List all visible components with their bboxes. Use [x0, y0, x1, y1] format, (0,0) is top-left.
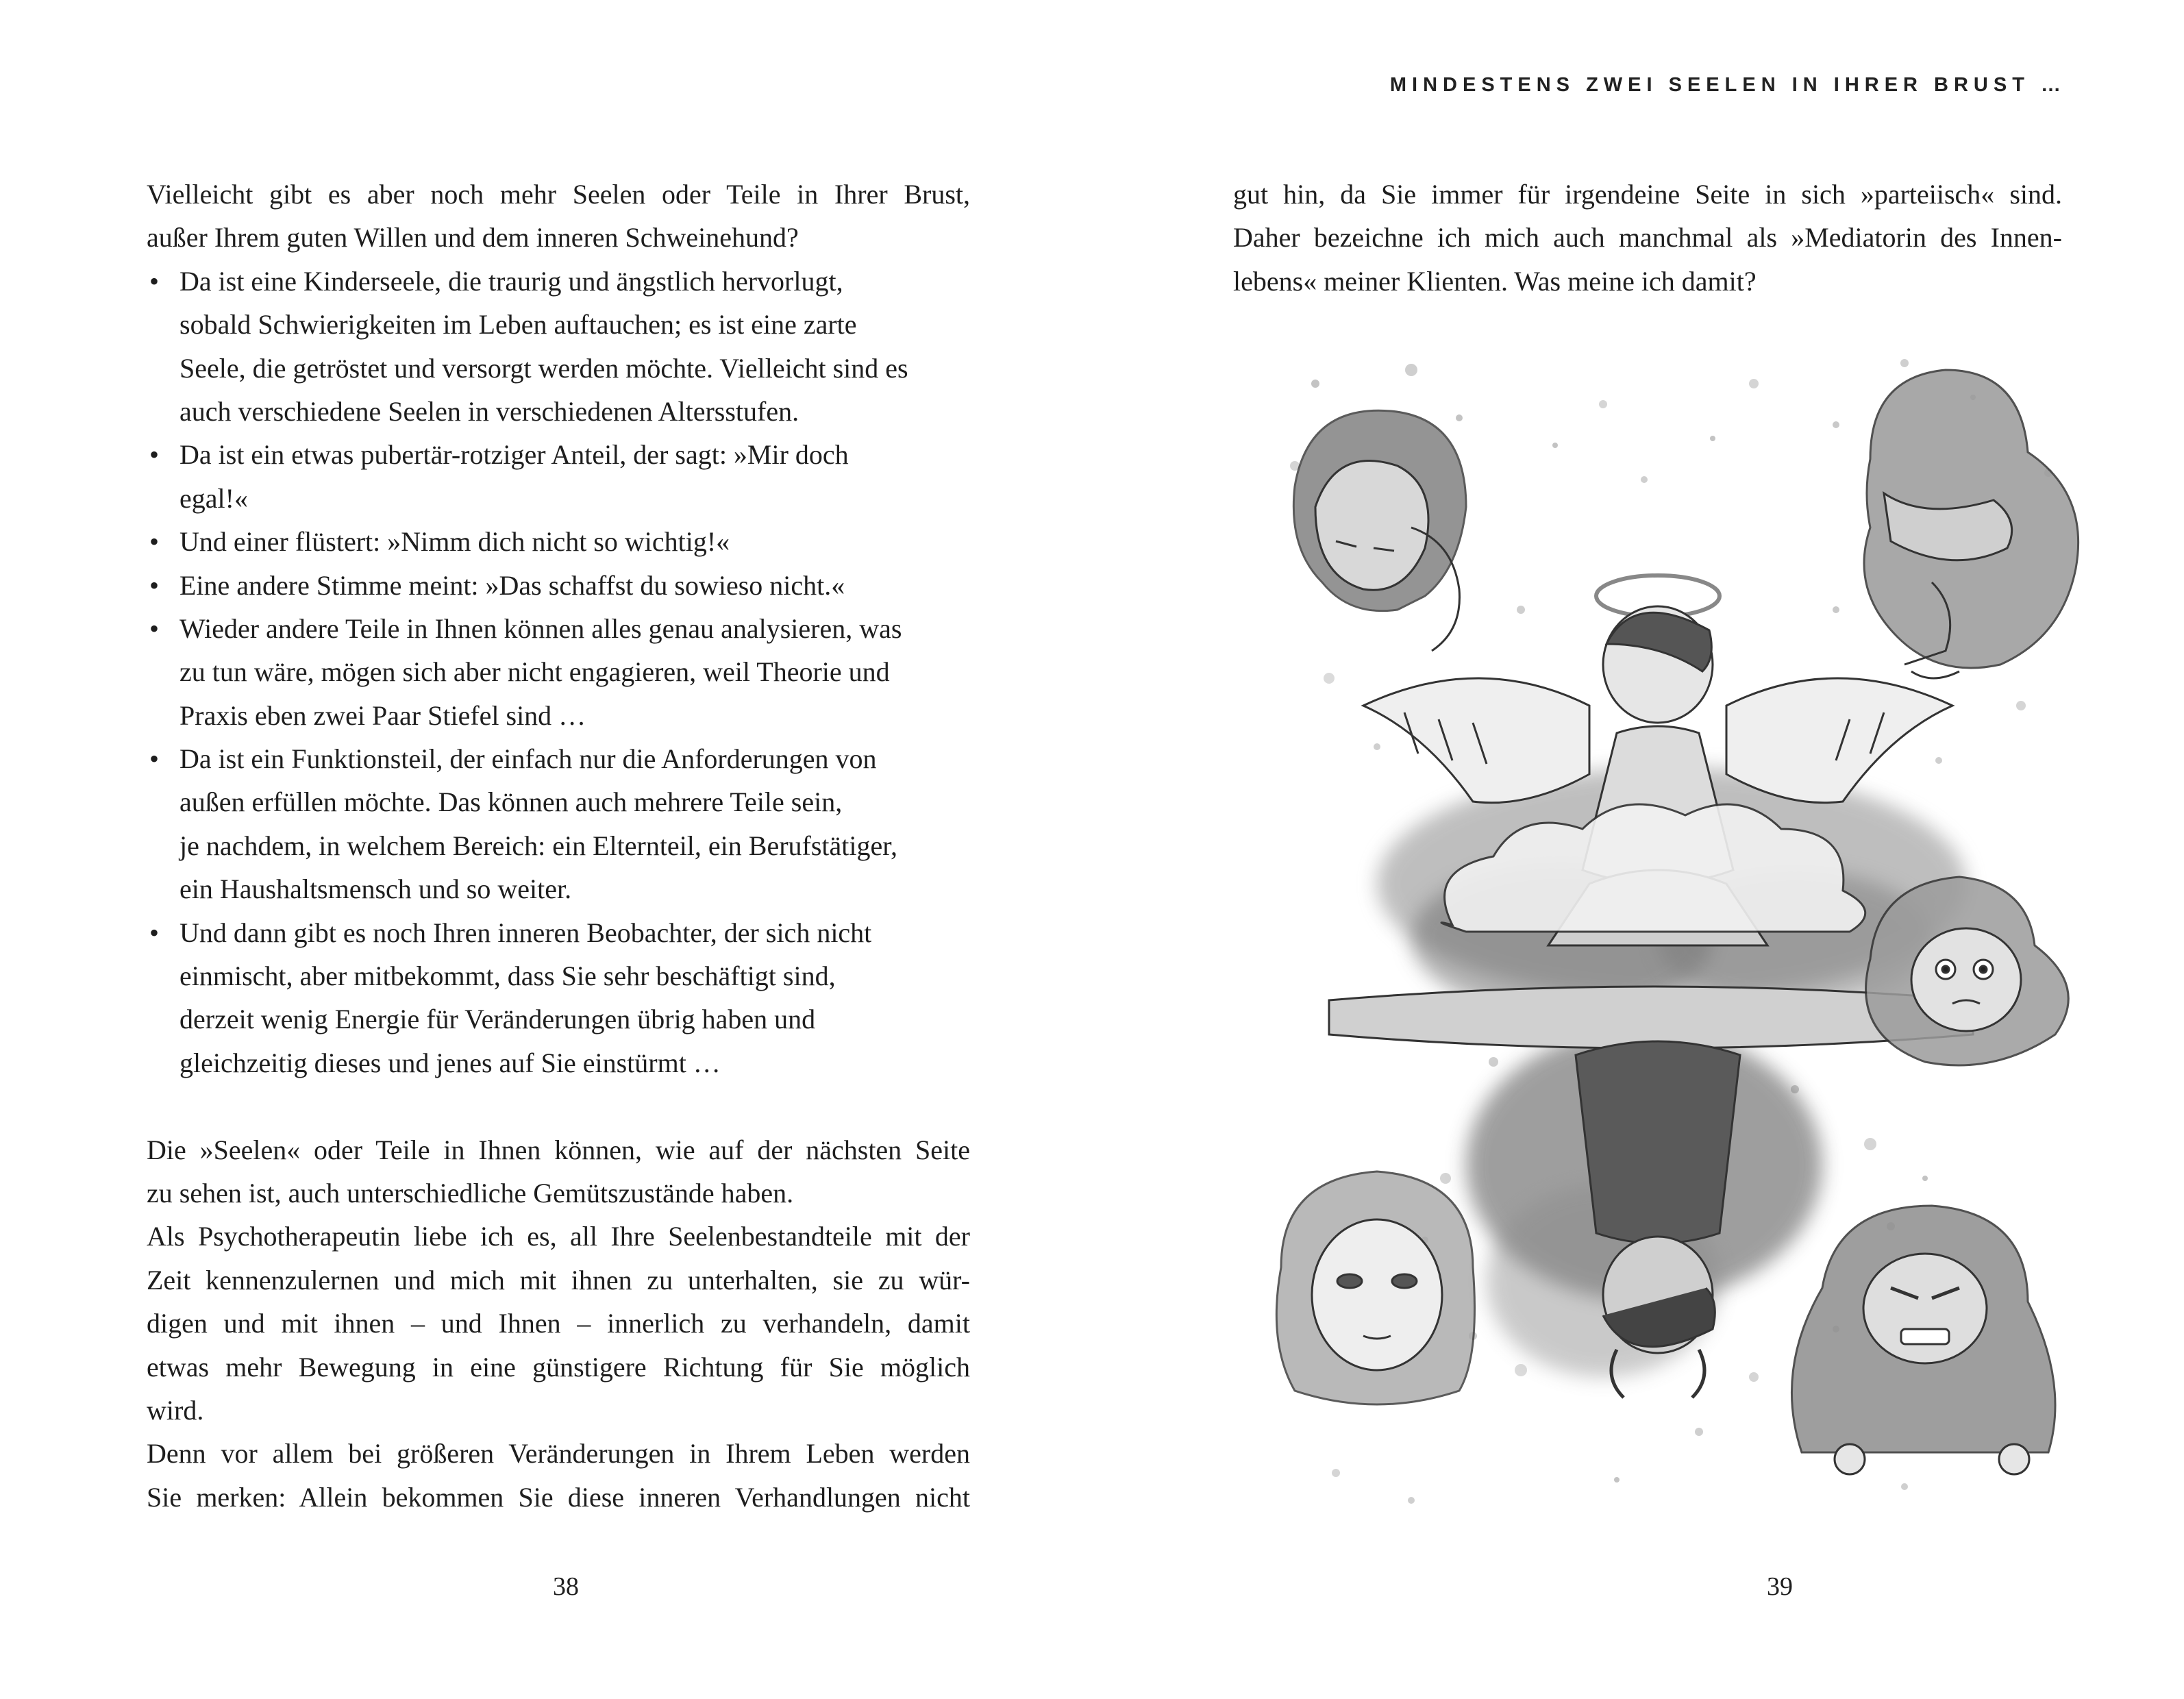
bullet-marker: •: [149, 612, 160, 644]
intro-line: außer Ihrem guten Willen und dem inneren Schweinehund?: [147, 222, 799, 253]
bullet-line: Eine andere Stimme meint: »Das schaffst du sowieso nicht.«: [179, 569, 845, 601]
bullet-line: Seele, die getröstet und versorgt werden möchte. Vielleicht sind es: [179, 352, 908, 384]
paragraph-line: digen und mit ihnen – und Ihnen – innerlich zu verhandeln, damit: [147, 1308, 970, 1339]
paragraph-line: Sie merken: Allein bekommen Sie diese inneren Verhandlungen nicht: [147, 1481, 970, 1513]
girl-portrait-figure: [1276, 1171, 1474, 1404]
bullet-item: [147, 607, 970, 737]
paragraph-line: Zeit kennenzulernen und mich mit ihnen zu unterhalten, sie zu wür-: [147, 1264, 970, 1295]
bullet-marker: •: [149, 439, 160, 471]
bullet-marker: •: [149, 526, 160, 558]
bullet-line: Und dann gibt es noch Ihren inneren Beobachter, der sich nicht: [179, 917, 872, 948]
paragraph-line: Daher bezeichne ich mich auch manchmal als »Mediatorin des Innen-: [1233, 222, 2062, 253]
bullet-line: sobald Schwierigkeiten im Leben auftauchen; es ist eine zarte: [179, 309, 857, 340]
bullet-line: zu tun wäre, mögen sich aber nicht engagieren, weil Theorie und: [179, 656, 890, 688]
bullet-line: einmischt, aber mitbekommt, dass Sie sehr beschäftigt sind,: [179, 960, 836, 992]
bullet-line: derzeit wenig Energie für Veränderungen übrig haben und: [179, 1004, 816, 1035]
paragraph-line: lebens« meiner Klienten. Was meine ich damit?: [1233, 265, 1757, 297]
intro-line: Vielleicht gibt es aber noch mehr Seelen oder Teile in Ihrer Brust,: [147, 179, 970, 210]
bullet-line: gleichzeitig dieses und jenes auf Sie einstürmt …: [179, 1047, 721, 1078]
bullet-line: Praxis eben zwei Paar Stiefel sind …: [179, 699, 586, 731]
bullet-line: Da ist eine Kinderseele, die traurig und ängstlich hervorlugt,: [179, 265, 843, 297]
bullet-line: Da ist ein Funktionsteil, der einfach nur die Anforderungen von: [179, 743, 877, 775]
bullet-item: [147, 433, 970, 520]
hugging-knees-figure: [1864, 370, 2078, 678]
page-number: 38: [553, 1572, 579, 1601]
bullet-line: je nachdem, in welchem Bereich: ein Elternteil, ein Berufstätiger,: [179, 830, 897, 861]
sad-girl-figure: [1293, 410, 1466, 651]
bullet-line: egal!«: [179, 482, 248, 514]
paragraph-gap: [147, 1084, 970, 1128]
bullet-marker: •: [149, 917, 160, 948]
bullet-marker: •: [149, 569, 160, 601]
bullet-line: außen erfüllen möchte. Das können auch mehrere Teile sein,: [179, 786, 843, 818]
bullet-item: [147, 911, 970, 1085]
paragraph-line: Als Psychotherapeutin liebe ich es, all Ihre Seelenbestandteile mit der: [147, 1221, 970, 1252]
right-page: [1092, 0, 2184, 1699]
bullet-item: [147, 260, 970, 434]
frightened-boy-figure: [1866, 877, 2069, 1065]
paragraph-line: gut hin, da Sie immer für irgendeine Seite in sich »parteiisch« sind.: [1233, 179, 2062, 210]
inner-parts-illustration: [1233, 322, 2083, 1569]
bullet-line: Und einer flüstert: »Nimm dich nicht so wichtig!«: [179, 526, 730, 558]
bullet-item: [147, 564, 970, 607]
paragraph-line: wird.: [147, 1394, 204, 1426]
running-head: MINDESTENS ZWEI SEELEN IN IHRER BRUST …: [1389, 74, 2066, 96]
bullet-marker: •: [149, 265, 160, 297]
bullet-marker: •: [149, 743, 160, 775]
paragraph-line: etwas mehr Bewegung in eine günstigere Richtung für Sie möglich: [147, 1351, 970, 1382]
angry-boy-figure: [1791, 1206, 2055, 1474]
right-page-text: [1233, 173, 2062, 303]
paragraph-line: Die »Seelen« oder Teile in Ihnen können, wie auf der nächsten Seite: [147, 1134, 970, 1165]
paragraph-line: zu sehen ist, auch unterschiedliche Gemütszustände haben.: [147, 1177, 794, 1208]
bullet-item: [147, 520, 970, 563]
paragraph-line: Denn vor allem bei größeren Veränderungen in Ihrem Leben werden: [147, 1438, 970, 1469]
left-page-text: [147, 173, 970, 1519]
bullet-line: Da ist ein etwas pubertär-rotziger Anteil, der sagt: »Mir doch: [179, 439, 849, 471]
bullet-line: auch verschiedene Seelen in verschiedenen Altersstufen.: [179, 395, 799, 427]
bullet-line: Wieder andere Teile in Ihnen können alles genau analysieren, was: [179, 612, 902, 644]
page-number: 39: [1767, 1572, 1793, 1601]
bullet-line: ein Haushaltsmensch und so weiter.: [179, 873, 572, 905]
bullet-item: [147, 737, 970, 911]
